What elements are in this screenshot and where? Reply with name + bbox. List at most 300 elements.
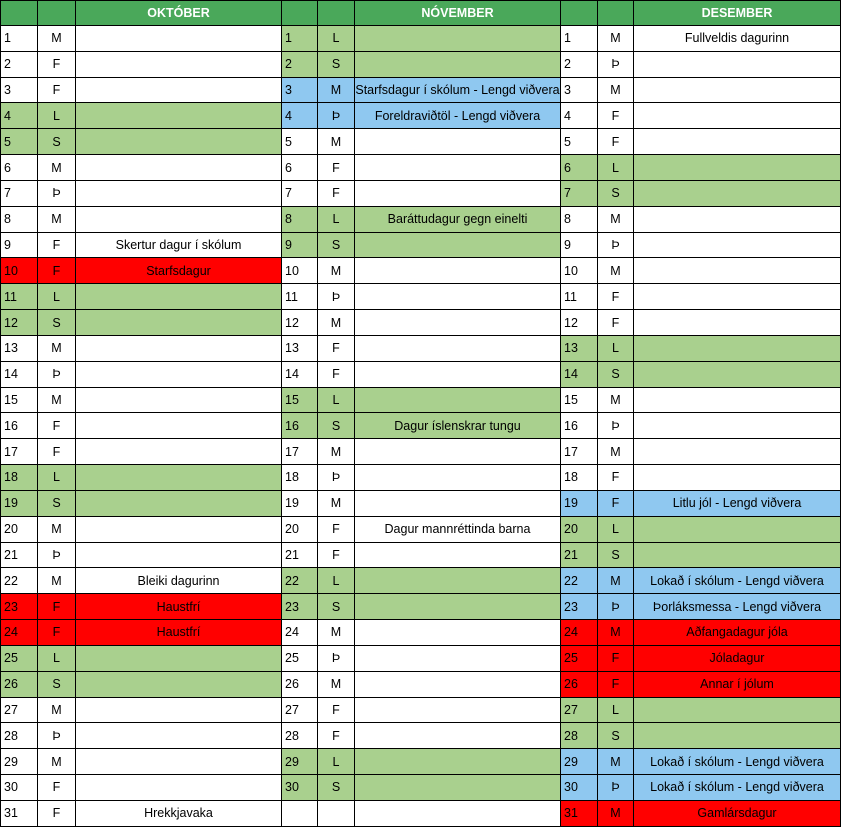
december-day-note: Annar í jólum (634, 671, 841, 697)
november-day-note (355, 697, 561, 723)
october-day-note: Skertur dagur í skólum (76, 232, 282, 258)
december-weekday-letter: Þ (598, 51, 634, 77)
december-weekday-letter: S (598, 542, 634, 568)
december-day-number: 10 (561, 258, 598, 284)
october-day-note (76, 775, 282, 801)
day-row (1, 749, 841, 775)
november-day-note (355, 594, 561, 620)
october-day-note (76, 335, 282, 361)
november-weekday-letter: L (318, 26, 355, 52)
december-weekday-letter: M (598, 620, 634, 646)
october-day-note (76, 103, 282, 129)
day-row (1, 490, 841, 516)
october-day-note: Haustfrí (76, 594, 282, 620)
october-day-note (76, 697, 282, 723)
october-day-number: 1 (1, 26, 38, 52)
november-day-note (355, 258, 561, 284)
day-row (1, 594, 841, 620)
december-weekday-letter: M (598, 206, 634, 232)
december-day-note (634, 387, 841, 413)
november-day-note (355, 361, 561, 387)
december-weekday-letter: M (598, 800, 634, 826)
december-day-note (634, 129, 841, 155)
october-day-number: 3 (1, 77, 38, 103)
november-weekday-letter: L (318, 749, 355, 775)
december-day-note (634, 258, 841, 284)
october-day-note (76, 180, 282, 206)
november-weekday-letter: F (318, 180, 355, 206)
october-day-note: Starfsdagur (76, 258, 282, 284)
october-day-note (76, 155, 282, 181)
october-day-note (76, 542, 282, 568)
november-day-number: 22 (282, 568, 318, 594)
november-weekday-letter: F (318, 542, 355, 568)
day-row (1, 129, 841, 155)
december-day-note (634, 465, 841, 491)
day-row (1, 723, 841, 749)
november-day-number: 27 (282, 697, 318, 723)
november-day-note: Dagur íslenskrar tungu (355, 413, 561, 439)
december-day-number: 26 (561, 671, 598, 697)
december-day-note: Lokað í skólum - Lengd viðvera (634, 749, 841, 775)
october-day-note (76, 26, 282, 52)
october-day-number: 20 (1, 516, 38, 542)
october-weekday-letter: Þ (38, 180, 76, 206)
november-day-number: 28 (282, 723, 318, 749)
november-weekday-letter: S (318, 413, 355, 439)
december-day-note (634, 697, 841, 723)
november-day-note (355, 155, 561, 181)
november-weekday-letter: S (318, 51, 355, 77)
december-day-number: 7 (561, 180, 598, 206)
day-row (1, 103, 841, 129)
november-day-number: 18 (282, 465, 318, 491)
november-weekday-letter: S (318, 775, 355, 801)
day-row (1, 671, 841, 697)
month-title-november: NÓVEMBER (355, 1, 561, 26)
december-weekday-letter: Þ (598, 775, 634, 801)
december-weekday-letter: Þ (598, 232, 634, 258)
december-weekday-letter: S (598, 723, 634, 749)
november-weekday-letter: Þ (318, 284, 355, 310)
october-day-note (76, 671, 282, 697)
day-row (1, 439, 841, 465)
day-row (1, 800, 841, 826)
october-weekday-letter: M (38, 335, 76, 361)
november-day-number: 20 (282, 516, 318, 542)
november-day-number: 17 (282, 439, 318, 465)
november-day-number: 1 (282, 26, 318, 52)
october-weekday-letter: S (38, 490, 76, 516)
header-blank (282, 1, 318, 26)
november-day-number: 15 (282, 387, 318, 413)
november-day-number: 3 (282, 77, 318, 103)
october-weekday-letter: F (38, 439, 76, 465)
november-day-note (355, 645, 561, 671)
november-day-note (355, 465, 561, 491)
december-day-note (634, 310, 841, 336)
december-weekday-letter: F (598, 129, 634, 155)
october-weekday-letter: F (38, 77, 76, 103)
december-weekday-letter: F (598, 671, 634, 697)
november-weekday-letter: F (318, 516, 355, 542)
december-day-note (634, 542, 841, 568)
october-day-note (76, 387, 282, 413)
november-weekday-letter: M (318, 129, 355, 155)
december-day-note (634, 439, 841, 465)
december-weekday-letter: S (598, 180, 634, 206)
december-weekday-letter: M (598, 439, 634, 465)
december-day-number: 4 (561, 103, 598, 129)
october-day-number: 29 (1, 749, 38, 775)
day-row (1, 697, 841, 723)
day-row (1, 77, 841, 103)
november-day-number: 14 (282, 361, 318, 387)
november-day-note (355, 490, 561, 516)
october-day-number: 16 (1, 413, 38, 439)
header-blank (598, 1, 634, 26)
november-weekday-letter: S (318, 232, 355, 258)
october-weekday-letter: M (38, 697, 76, 723)
day-row (1, 387, 841, 413)
day-row (1, 258, 841, 284)
november-weekday-letter: M (318, 310, 355, 336)
november-day-number: 24 (282, 620, 318, 646)
december-day-note: Litlu jól - Lengd viðvera (634, 490, 841, 516)
november-weekday-letter: M (318, 258, 355, 284)
november-day-note: Starfsdagur í skólum - Lengd viðvera (355, 77, 561, 103)
november-day-number: 30 (282, 775, 318, 801)
october-weekday-letter: L (38, 103, 76, 129)
november-day-note (355, 310, 561, 336)
december-weekday-letter: M (598, 749, 634, 775)
october-weekday-letter: F (38, 51, 76, 77)
december-day-note (634, 180, 841, 206)
october-day-number: 31 (1, 800, 38, 826)
day-row (1, 155, 841, 181)
december-weekday-letter: L (598, 335, 634, 361)
november-weekday-letter: S (318, 594, 355, 620)
december-day-note: Jóladagur (634, 645, 841, 671)
december-day-number: 25 (561, 645, 598, 671)
december-day-number: 18 (561, 465, 598, 491)
november-day-note (355, 129, 561, 155)
december-day-number: 15 (561, 387, 598, 413)
november-day-number: 26 (282, 671, 318, 697)
november-day-note (355, 51, 561, 77)
october-weekday-letter: Þ (38, 723, 76, 749)
december-day-note: Gamlársdagur (634, 800, 841, 826)
december-day-note: Aðfangadagur jóla (634, 620, 841, 646)
october-weekday-letter: L (38, 465, 76, 491)
november-day-number: 13 (282, 335, 318, 361)
october-day-number: 13 (1, 335, 38, 361)
header-row (1, 1, 841, 26)
december-day-number: 11 (561, 284, 598, 310)
october-weekday-letter: Þ (38, 361, 76, 387)
october-day-note (76, 413, 282, 439)
december-weekday-letter: F (598, 103, 634, 129)
october-day-note (76, 129, 282, 155)
december-weekday-letter: L (598, 155, 634, 181)
november-day-number: 12 (282, 310, 318, 336)
october-weekday-letter: M (38, 387, 76, 413)
december-day-note (634, 206, 841, 232)
november-day-number: 5 (282, 129, 318, 155)
november-weekday-letter: F (318, 723, 355, 749)
october-day-number: 2 (1, 51, 38, 77)
october-day-note (76, 645, 282, 671)
day-row (1, 206, 841, 232)
october-day-number: 22 (1, 568, 38, 594)
november-weekday-letter: F (318, 361, 355, 387)
november-weekday-letter: Þ (318, 645, 355, 671)
december-day-note: Lokað í skólum - Lengd viðvera (634, 775, 841, 801)
october-weekday-letter: M (38, 568, 76, 594)
october-weekday-letter: M (38, 26, 76, 52)
december-weekday-letter: M (598, 258, 634, 284)
december-weekday-letter: L (598, 697, 634, 723)
december-day-number: 29 (561, 749, 598, 775)
november-weekday-letter (318, 800, 355, 826)
october-weekday-letter: M (38, 749, 76, 775)
november-day-number: 19 (282, 490, 318, 516)
october-day-note (76, 206, 282, 232)
december-day-note (634, 723, 841, 749)
december-day-number: 9 (561, 232, 598, 258)
october-day-number: 15 (1, 387, 38, 413)
october-weekday-letter: S (38, 310, 76, 336)
december-day-note: Þorláksmessa - Lengd viðvera (634, 594, 841, 620)
december-day-number: 13 (561, 335, 598, 361)
november-day-note: Baráttudagur gegn einelti (355, 206, 561, 232)
december-day-number: 12 (561, 310, 598, 336)
november-weekday-letter: M (318, 671, 355, 697)
october-weekday-letter: F (38, 232, 76, 258)
december-day-number: 6 (561, 155, 598, 181)
october-day-note (76, 361, 282, 387)
december-day-note (634, 516, 841, 542)
october-day-number: 5 (1, 129, 38, 155)
october-day-note (76, 465, 282, 491)
november-weekday-letter: L (318, 387, 355, 413)
november-day-note (355, 620, 561, 646)
october-weekday-letter: F (38, 594, 76, 620)
october-weekday-letter: M (38, 516, 76, 542)
october-weekday-letter: M (38, 206, 76, 232)
day-row (1, 284, 841, 310)
december-day-note (634, 361, 841, 387)
november-day-note: Foreldraviðtöl - Lengd viðvera (355, 103, 561, 129)
november-weekday-letter: F (318, 155, 355, 181)
november-day-note (355, 749, 561, 775)
november-weekday-letter: Þ (318, 103, 355, 129)
day-row (1, 542, 841, 568)
october-weekday-letter: L (38, 284, 76, 310)
october-day-number: 19 (1, 490, 38, 516)
october-day-number: 21 (1, 542, 38, 568)
day-row (1, 180, 841, 206)
october-day-note (76, 77, 282, 103)
november-day-number: 2 (282, 51, 318, 77)
october-day-note (76, 516, 282, 542)
day-row (1, 568, 841, 594)
november-weekday-letter: L (318, 206, 355, 232)
november-day-note (355, 800, 561, 826)
december-day-number: 31 (561, 800, 598, 826)
december-weekday-letter: Þ (598, 413, 634, 439)
november-day-number: 7 (282, 180, 318, 206)
december-day-note (634, 284, 841, 310)
october-day-note (76, 439, 282, 465)
november-day-number: 8 (282, 206, 318, 232)
december-day-number: 24 (561, 620, 598, 646)
october-day-number: 7 (1, 180, 38, 206)
october-day-number: 27 (1, 697, 38, 723)
day-row (1, 51, 841, 77)
october-day-number: 14 (1, 361, 38, 387)
header-blank (561, 1, 598, 26)
december-day-number: 14 (561, 361, 598, 387)
october-day-number: 12 (1, 310, 38, 336)
december-weekday-letter: M (598, 26, 634, 52)
november-weekday-letter: F (318, 697, 355, 723)
october-weekday-letter: F (38, 258, 76, 284)
december-weekday-letter: F (598, 490, 634, 516)
november-day-number: 25 (282, 645, 318, 671)
november-day-number: 16 (282, 413, 318, 439)
october-weekday-letter: F (38, 413, 76, 439)
december-day-note (634, 51, 841, 77)
december-day-number: 8 (561, 206, 598, 232)
october-day-note: Bleiki dagurinn (76, 568, 282, 594)
october-day-note (76, 310, 282, 336)
december-weekday-letter: F (598, 465, 634, 491)
december-weekday-letter: M (598, 77, 634, 103)
october-weekday-letter: S (38, 671, 76, 697)
october-day-number: 11 (1, 284, 38, 310)
november-day-note (355, 232, 561, 258)
december-day-number: 28 (561, 723, 598, 749)
november-day-number: 6 (282, 155, 318, 181)
november-day-note (355, 439, 561, 465)
november-day-note (355, 387, 561, 413)
header-blank (318, 1, 355, 26)
october-day-note (76, 284, 282, 310)
december-day-note (634, 155, 841, 181)
december-weekday-letter: M (598, 568, 634, 594)
day-row (1, 335, 841, 361)
day-row (1, 310, 841, 336)
december-day-number: 20 (561, 516, 598, 542)
december-day-number: 2 (561, 51, 598, 77)
december-day-note (634, 335, 841, 361)
october-day-number: 30 (1, 775, 38, 801)
october-day-number: 8 (1, 206, 38, 232)
november-weekday-letter: L (318, 568, 355, 594)
december-weekday-letter: M (598, 387, 634, 413)
day-row (1, 26, 841, 52)
november-day-note (355, 284, 561, 310)
december-day-note (634, 77, 841, 103)
december-weekday-letter: L (598, 516, 634, 542)
november-day-number: 29 (282, 749, 318, 775)
october-weekday-letter: S (38, 129, 76, 155)
december-day-number: 22 (561, 568, 598, 594)
december-day-number: 17 (561, 439, 598, 465)
october-day-number: 6 (1, 155, 38, 181)
december-day-note: Fullveldis dagurinn (634, 26, 841, 52)
november-day-note (355, 180, 561, 206)
october-day-number: 23 (1, 594, 38, 620)
november-day-note: Dagur mannréttinda barna (355, 516, 561, 542)
day-row (1, 413, 841, 439)
december-day-number: 3 (561, 77, 598, 103)
october-day-number: 26 (1, 671, 38, 697)
october-day-note: Haustfrí (76, 620, 282, 646)
october-day-number: 18 (1, 465, 38, 491)
october-day-number: 4 (1, 103, 38, 129)
october-day-number: 9 (1, 232, 38, 258)
day-row (1, 775, 841, 801)
month-title-october: OKTÓBER (76, 1, 282, 26)
december-day-note: Lokað í skólum - Lengd viðvera (634, 568, 841, 594)
december-day-note (634, 103, 841, 129)
october-day-number: 24 (1, 620, 38, 646)
december-day-number: 21 (561, 542, 598, 568)
day-row (1, 361, 841, 387)
october-day-note (76, 723, 282, 749)
november-day-number: 21 (282, 542, 318, 568)
december-day-number: 19 (561, 490, 598, 516)
november-day-number: 23 (282, 594, 318, 620)
november-weekday-letter: M (318, 490, 355, 516)
december-day-number: 5 (561, 129, 598, 155)
december-weekday-letter: S (598, 361, 634, 387)
november-weekday-letter: M (318, 77, 355, 103)
november-day-note (355, 335, 561, 361)
december-day-number: 30 (561, 775, 598, 801)
november-day-note (355, 723, 561, 749)
december-day-note (634, 232, 841, 258)
december-weekday-letter: F (598, 310, 634, 336)
header-blank (38, 1, 76, 26)
october-day-number: 25 (1, 645, 38, 671)
october-day-number: 10 (1, 258, 38, 284)
october-weekday-letter: L (38, 645, 76, 671)
december-weekday-letter: Þ (598, 594, 634, 620)
october-weekday-letter: F (38, 620, 76, 646)
december-day-note (634, 413, 841, 439)
december-weekday-letter: F (598, 284, 634, 310)
november-day-number (282, 800, 318, 826)
october-day-number: 17 (1, 439, 38, 465)
november-day-number: 10 (282, 258, 318, 284)
december-day-number: 27 (561, 697, 598, 723)
december-day-number: 16 (561, 413, 598, 439)
day-row (1, 465, 841, 491)
day-row (1, 516, 841, 542)
day-row (1, 645, 841, 671)
november-weekday-letter: F (318, 335, 355, 361)
month-title-december: DESEMBER (634, 1, 841, 26)
november-weekday-letter: M (318, 439, 355, 465)
november-day-note (355, 671, 561, 697)
day-row (1, 620, 841, 646)
november-day-number: 4 (282, 103, 318, 129)
november-day-number: 11 (282, 284, 318, 310)
november-weekday-letter: Þ (318, 465, 355, 491)
